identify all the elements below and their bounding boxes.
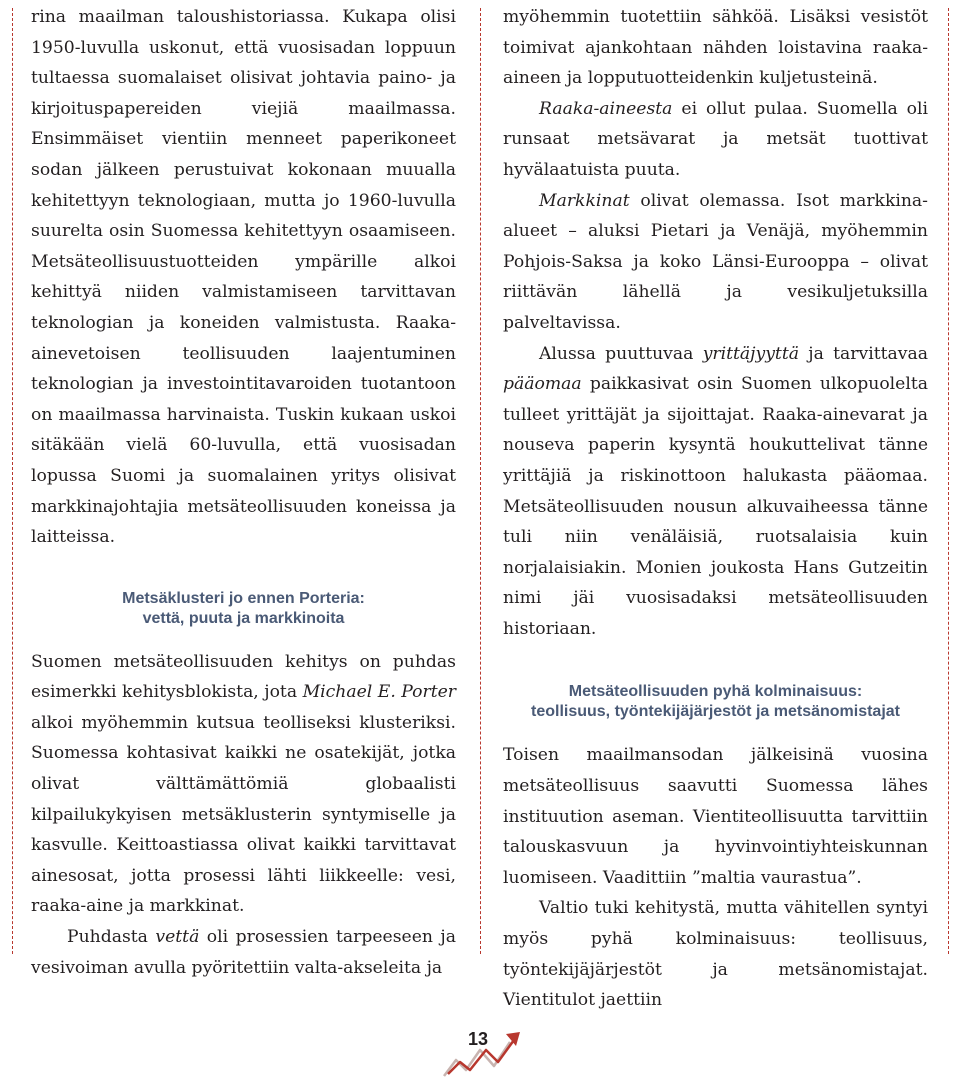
page-footer — [440, 1020, 540, 1078]
page-number: 13 — [468, 1029, 489, 1049]
left-paragraph-3 — [31, 922, 456, 983]
left-dashed-rule — [12, 8, 13, 954]
right-paragraph-4 — [503, 339, 928, 645]
right-p4-text-c: paikkasivat osin Suomen ulkopuolelta tulleet yrittäjät ja sijoittajat. Raaka-ainevarat ja nouseva paperin kysyntä houkuttelivat tänne yrittäjiä ja riskinottoon halukasta pääomaa. Metsäteollisuuden nousun alkuvaiheessa tänne tuli niin venäläisiä, ruotsalaisia kuin norjalaisiakin. Monien joukosta Hans Gutzeitin nimi jäi vuosisadaksi metsäteollisuuden historiaan. — [503, 374, 928, 639]
left-heading-line1: Metsäklusteri jo ennen Porteria: — [122, 589, 365, 607]
left-column — [31, 2, 456, 983]
right-heading-line2: teollisuus, työntekijäjärjestöt ja metsänomistajat — [531, 703, 900, 721]
left-p2-text-a: Suomen metsäteollisuuden kehitys on puhdas esimerkki kehitysblokista, jota — [31, 651, 456, 703]
right-paragraph-5: Toisen maailmansodan jälkeisinä vuosina metsäteollisuus saavutti Suomessa lähes instituution aseman. Vientiteollisuutta tarvittiin talouskasvuun ja hyvinvointiyhteiskunnan luomiseen. Vaadittiin ”maltia vaurastua”. — [503, 745, 928, 888]
left-p3-text-a: Puhdasta — [67, 927, 156, 948]
right-section-heading — [503, 682, 928, 722]
middle-dashed-rule — [480, 8, 481, 954]
left-p2-italic: Michael E. Porter — [302, 682, 456, 703]
right-column — [503, 2, 928, 1016]
right-paragraph-3 — [503, 186, 928, 339]
left-p3-text-b: oli prosessien tarpeeseen ja vesivoiman avulla pyöritettiin valta-akseleita ja — [31, 927, 456, 978]
left-paragraph-1: rina maailman taloushistoriassa. Kukapa olisi 1950-luvulla uskonut, että vuosisadan loppuun tultaessa suomalaiset olisivat johtavia paino- ja kirjoituspapereiden viejiä maailmassa. Ensimmäiset vientiin menneet paperikoneet sodan jälkeen perustuivat kokonaan muualla kehitettyyn teknologiaan, mutta jo 1960-luvulla suurelta osin Suomessa kehitettyyn osaamiseen. Metsäteollisuustuotteiden ympärille alkoi kehittyä niiden valmistamiseen tarvittavan teknologian ja koneiden valmistusta. Raaka-ainevetoisen teollisuuden laajentuminen teknologian ja investointitavaroiden tuotantoon on maailmassa harvinaista. Tuskin kukaan uskoi sitäkään vielä 60-luvulla, että vuosisadan lopussa Suomi ja suomalainen yritys olisivat markkinajohtajia metsäteollisuuden koneissa ja laitteissa. — [31, 7, 456, 548]
left-section-heading — [31, 589, 456, 629]
right-paragraph-1: myöhemmin tuotettiin sähköä. Lisäksi vesistöt toimivat ajankohtaan nähden loistavina raaka-aineen ja lopputuotteidenkin kuljetusteinä. — [503, 7, 928, 89]
right-p4-text-a: Alussa puuttuvaa — [539, 343, 703, 364]
left-p2-text-b: alkoi myöhemmin kutsua teolliseksi klusteriksi. Suomessa kohtasivat kaikki ne osatekijät, jotka olivat välttämättömiä globaalisti kilpailukykyisen metsäklusterin syntymiselle ja kasvulle. Keittoastiassa olivat kaikki tarvittavat ainesosat, jotta prosessi lähti liikkeelle: vesi, raaka-aine ja markkinat. — [31, 712, 456, 917]
right-paragraph-2 — [503, 94, 928, 186]
left-heading-line2: vettä, puuta ja markkinoita — [142, 609, 345, 627]
right-p2-italic: Raaka-aineesta — [539, 98, 673, 119]
right-p4-italic-2: pääomaa — [503, 374, 582, 395]
right-paragraph-6: Valtio tuki kehitystä, mutta vähitellen syntyi myös pyhä kolminaisuus: teollisuus, työntekijäjärjestöt ja metsänomistajat. Vientitulot jaettiin — [503, 898, 928, 1011]
right-p4-text-b: ja tarvittavaa — [798, 343, 928, 364]
right-p3-italic: Markkinat — [539, 190, 630, 211]
right-p2-text: ei ollut pulaa. Suomella oli runsaat metsävarat ja metsät tuottivat hyvälaatuista puuta. — [503, 98, 928, 180]
right-heading-line1: Metsäteollisuuden pyhä kolminaisuus: — [568, 683, 863, 701]
left-p3-italic: vettä — [155, 927, 200, 948]
right-p4-italic-1: yrittäjyyttä — [702, 343, 799, 364]
left-paragraph-2 — [31, 647, 456, 922]
right-p3-text: olivat olemassa. Isot markkina-alueet – aluksi Pietari ja Venäjä, myöhemmin Pohjois-Saksa ja koko Länsi-Eurooppa – olivat riittävän lähellä ja vesikuljetuksilla palveltavissa. — [503, 190, 928, 333]
zigzag-arrow-icon — [440, 1020, 540, 1078]
right-dashed-rule — [948, 8, 949, 954]
